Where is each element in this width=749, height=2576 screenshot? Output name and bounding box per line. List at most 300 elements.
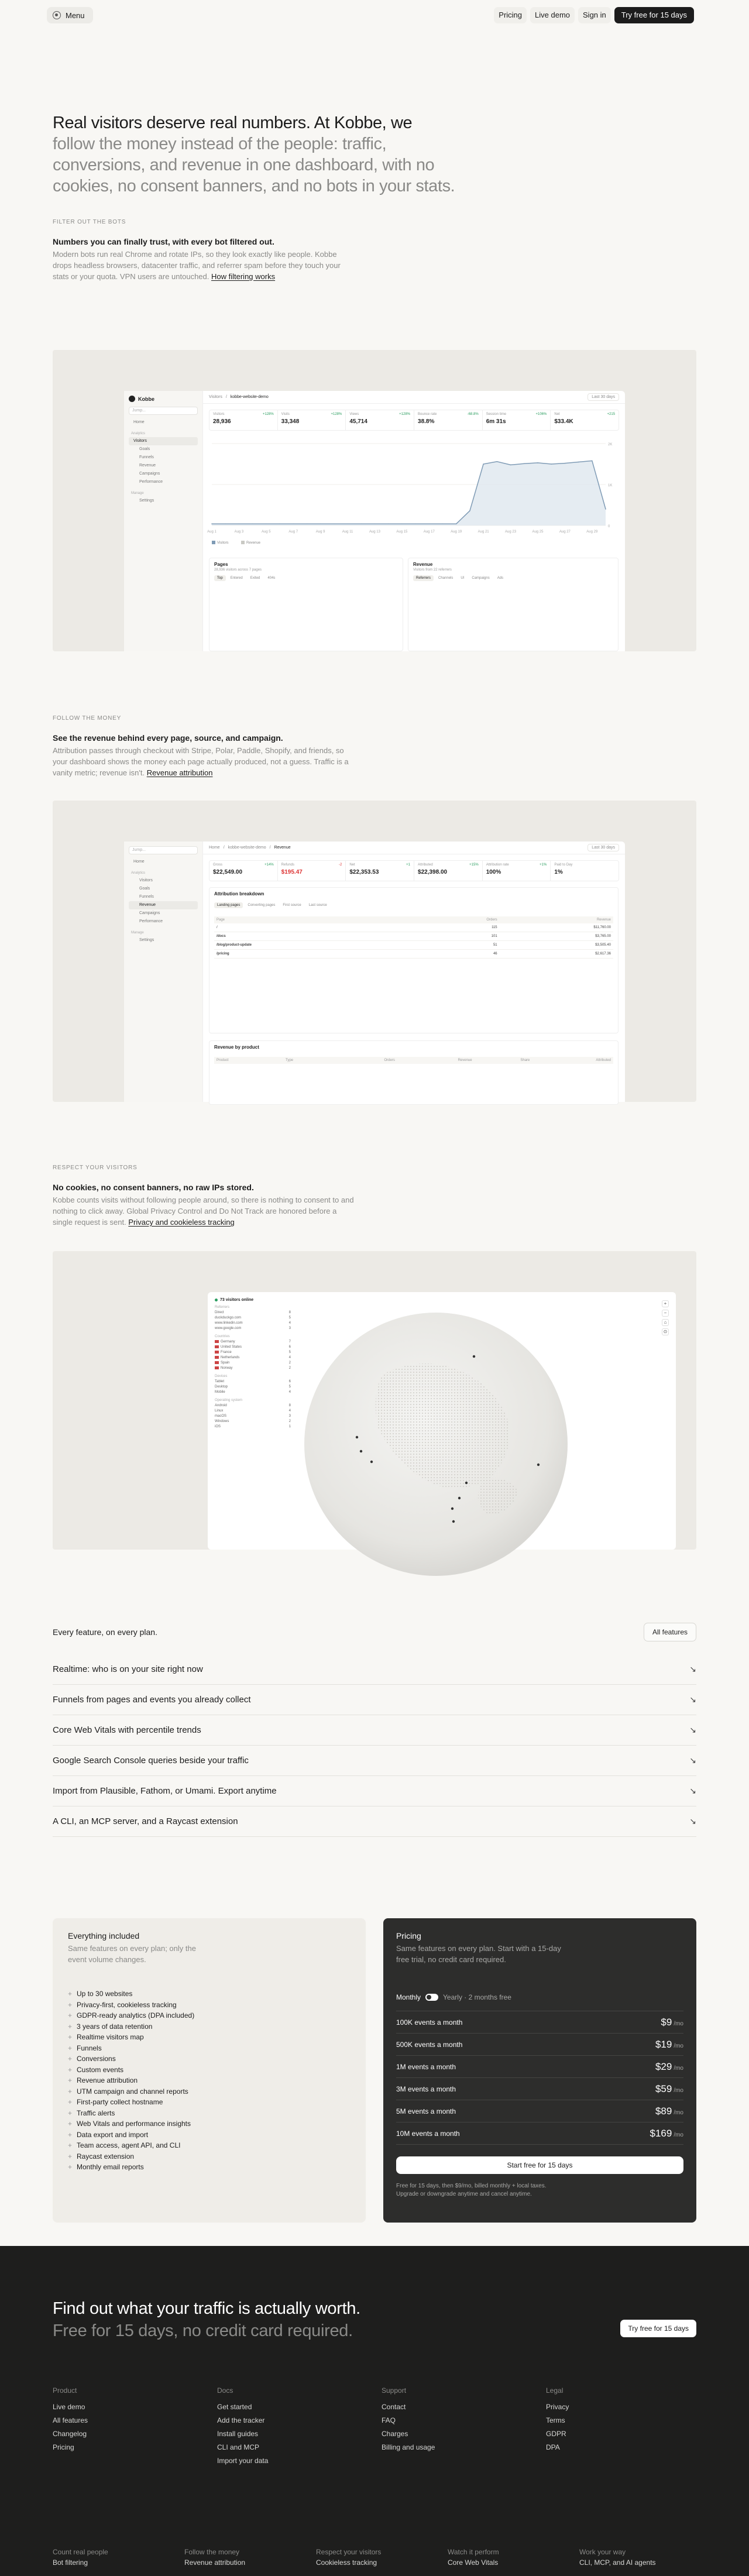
footer-col-heading: Support [382, 2386, 407, 2395]
kpi-views[interactable]: Views +128% 45,714 [346, 410, 414, 430]
list-item[interactable] [215, 1385, 291, 1390]
tab-exited[interactable]: Exited [250, 576, 260, 580]
sidebar-item-revenue[interactable]: Revenue [129, 901, 198, 909]
revenue-tabs [413, 575, 613, 581]
list-item-name: Windows [215, 1420, 229, 1423]
sidebar-item-goals[interactable]: Goals [139, 447, 150, 451]
kpi-gross[interactable]: Gross +14% $22,549.00 [209, 861, 278, 881]
footer-columns [53, 2386, 710, 2468]
data-point[interactable] [334, 523, 335, 524]
included-item: + Team access, agent API, and CLI [68, 2140, 351, 2151]
tier-period: /mo [674, 2020, 683, 2027]
menu-icon [53, 11, 61, 19]
footer-link[interactable]: Changelog [53, 2430, 87, 2438]
list-item[interactable] [215, 1339, 291, 1345]
footer-link[interactable]: Import your data [217, 2457, 269, 2465]
flag-icon [215, 1345, 219, 1348]
included-item: + Monthly email reports [68, 2162, 351, 2173]
nav-live-demo[interactable]: Live demo [530, 7, 575, 23]
included-item: + Custom events [68, 2065, 351, 2076]
data-point[interactable] [510, 465, 511, 466]
footer-headline-2: Free for 15 days, no credit card required. [53, 2321, 353, 2340]
footer-col-heading: Docs [217, 2386, 233, 2395]
sidebar-item-visitors[interactable]: Visitors [129, 437, 198, 445]
tier-price [655, 2106, 683, 2117]
footer-link[interactable]: Get started [217, 2403, 252, 2411]
list-item-label [215, 1385, 228, 1390]
data-point[interactable] [537, 462, 538, 463]
features-header [53, 1623, 696, 1641]
data-point[interactable] [565, 463, 566, 464]
sidebar-item-home[interactable]: Home [133, 420, 145, 424]
tier-period: /mo [674, 2087, 683, 2094]
feature-row-web-vitals[interactable]: Core Web Vitals with percentile trends ↘ [53, 1715, 696, 1746]
footer-link[interactable]: All features [53, 2416, 88, 2424]
list-item-name: iOS [215, 1425, 221, 1428]
dashboard-panel-visitors [53, 350, 696, 651]
dashboard-panel-revenue [53, 801, 696, 1102]
list-item-label [215, 1355, 239, 1361]
kpi-visits[interactable]: Visits +128% 33,348 [278, 410, 346, 430]
tab-referrers[interactable]: Referrers [413, 575, 434, 581]
devices-caption: Devices [215, 1375, 228, 1378]
kpi-attributed[interactable]: Attributed +15% $22,398.00 [414, 861, 483, 881]
list-item-name: Netherlands [221, 1356, 240, 1359]
data-point[interactable] [456, 523, 457, 524]
sidebar-item-goals[interactable]: Goals [139, 887, 150, 891]
footer-link[interactable]: CLI and MCP [217, 2443, 260, 2451]
pricing-tier[interactable] [396, 2122, 683, 2145]
tier-volume: 3M events a month [396, 2084, 456, 2093]
brand-name: Kobbe [138, 396, 154, 402]
kpi-visitors[interactable]: Visitors +128% 28,936 [209, 410, 278, 430]
list-item-label [215, 1403, 227, 1409]
table-row[interactable]: /docs 101 $3,765.00 [214, 932, 613, 941]
list-item-label [215, 1321, 243, 1326]
tab-ads[interactable]: Ads [497, 576, 504, 580]
list-item[interactable] [215, 1379, 291, 1385]
data-point[interactable] [211, 523, 212, 524]
list-item-name: Norway [221, 1366, 233, 1370]
referrers-caption: Referrers [215, 1306, 230, 1309]
kpi-net[interactable]: Net +215 $33.4K [554, 413, 616, 425]
footer-link[interactable]: Bot filtering [53, 2558, 88, 2567]
billing-toggle-row [396, 1993, 683, 2001]
list-item-name: United States [221, 1345, 242, 1349]
pricing-card [383, 1918, 696, 2223]
list-item-name: Mobile [215, 1390, 225, 1394]
feature-row-realtime[interactable]: Realtime: who is on your site right now ↘ [53, 1654, 696, 1685]
visitor-dot[interactable] [360, 1450, 362, 1452]
included-item: + 3 years of data retention [68, 2021, 351, 2032]
data-point[interactable] [401, 523, 403, 524]
included-title: Everything included [68, 1931, 140, 1940]
pricing-tier[interactable] [396, 2034, 683, 2056]
arrow-icon: ↘ [689, 1664, 696, 1674]
list-item-name: Android [215, 1404, 227, 1407]
kpi-bounce-rate[interactable]: Bounce rate -68.8% 38.8% [414, 410, 483, 430]
footer-col [53, 2386, 217, 2468]
list-item[interactable] [215, 1403, 291, 1409]
feature-row-search-console[interactable]: Google Search Console queries beside your traffic ↘ [53, 1746, 696, 1776]
list-item-label [215, 1361, 229, 1366]
revenue-card-title: Revenue [413, 562, 433, 567]
feature-row-funnels[interactable]: Funnels from pages and events you already collect ↘ [53, 1685, 696, 1715]
list-item-count: 4 [288, 1390, 291, 1394]
list-item-count: 4 [288, 1356, 291, 1359]
x-tick-label: Aug 13 [369, 530, 380, 534]
visitor-dot[interactable] [465, 1482, 468, 1484]
list-item-name: www.google.com [215, 1327, 242, 1330]
sidebar-item-visitors[interactable]: Visitors [139, 878, 153, 882]
breadcrumb-revenue[interactable]: Revenue [274, 846, 291, 850]
start-free-button[interactable]: Start free for 15 days [396, 2156, 683, 2174]
tab-top[interactable]: Top [214, 575, 226, 581]
data-point[interactable] [592, 461, 593, 462]
tab-landing-pages[interactable]: Landing pages [214, 902, 243, 908]
sidebar-item-funnels[interactable]: Funnels [139, 455, 154, 459]
footer-link[interactable]: DPA [546, 2443, 560, 2451]
visitor-dot[interactable] [451, 1507, 453, 1510]
legend-swatch [212, 541, 215, 544]
pricing-tier[interactable] [396, 2056, 683, 2078]
sidebar-item-settings[interactable]: Settings [139, 938, 154, 942]
list-item-label [215, 1414, 226, 1419]
footer-col [217, 2386, 382, 2468]
tier-period: /mo [674, 2042, 683, 2049]
pricing-tier[interactable] [396, 2011, 683, 2034]
privacy-cookieless-link[interactable]: Privacy and cookieless tracking [128, 1218, 235, 1227]
x-tick-label: Aug 5 [261, 530, 271, 534]
list-item-count: 2 [288, 1420, 291, 1423]
legend-label: Revenue [246, 541, 261, 545]
hero-line-2: follow the money instead of the people: traffic, conversions, and revenue in one dashboard, with no cookies, no consent banners, and no bots in your stats. [53, 135, 455, 195]
footer-link[interactable]: CLI, MCP, and AI agents [579, 2558, 656, 2567]
revenue-card-sub: Visitors from 22 referrers [413, 568, 452, 572]
arrow-icon: ↘ [689, 1816, 696, 1826]
list-item-name: Direct [215, 1311, 224, 1314]
list-item-count: 4 [288, 1409, 291, 1413]
data-point[interactable] [266, 523, 267, 524]
included-item: + Privacy-first, cookieless tracking [68, 2000, 351, 2011]
x-tick-label: Aug 3 [234, 530, 244, 534]
kpi-session-time[interactable]: Session time +106% 6m 31s [483, 410, 551, 430]
zoom-in-button[interactable]: + [662, 1300, 669, 1307]
tab-campaigns[interactable]: Campaigns [472, 576, 490, 580]
home-icon[interactable]: ⌂ [662, 1319, 669, 1326]
nav-sign-in[interactable]: Sign in [578, 7, 611, 23]
logo-icon [129, 396, 135, 402]
kpi-attribution-rate[interactable]: Attribution rate +1% 100% [483, 861, 551, 881]
sidebar-item-funnels[interactable]: Funnels [139, 895, 154, 899]
footer-link[interactable]: Live demo [53, 2403, 85, 2411]
footer-link[interactable]: Revenue attribution [184, 2558, 246, 2567]
pricing-sub: Same features on every plan. Start with a 15-day free trial, no credit card required. [396, 1944, 561, 1964]
kpi-net[interactable]: Net +1 $22,353.53 [346, 861, 414, 881]
footer-link[interactable]: FAQ [382, 2416, 396, 2424]
list-item-label [215, 1409, 223, 1414]
footer-headline-1: Find out what your traffic is actually worth. [53, 2299, 360, 2318]
tier-period: /mo [674, 2131, 683, 2138]
data-point[interactable] [483, 463, 484, 465]
x-tick-label: Aug 1 [207, 530, 217, 534]
data-point[interactable] [320, 523, 321, 524]
list-item[interactable] [215, 1310, 291, 1316]
sidebar-item-revenue[interactable]: Revenue [139, 463, 156, 468]
breadcrumb-visitors[interactable]: Visitors [209, 395, 222, 399]
footer-link[interactable]: Billing and usage [382, 2443, 435, 2451]
included-item: + GDPR-ready analytics (DPA included) [68, 2010, 351, 2021]
data-point[interactable] [307, 523, 308, 524]
data-point[interactable] [429, 523, 430, 524]
list-item[interactable] [215, 1316, 291, 1321]
footer-link[interactable]: Privacy [546, 2403, 569, 2411]
flag-icon [215, 1340, 219, 1343]
data-point[interactable] [225, 523, 226, 524]
footer-link[interactable]: Add the tracker [217, 2416, 265, 2424]
table-row[interactable]: /pricing 46 $2,617.36 [214, 950, 613, 959]
pricing-tiers [396, 2011, 683, 2145]
sidebar-item-settings[interactable]: Settings [139, 499, 154, 503]
footer-bottom-col [316, 2548, 448, 2570]
sidebar-item-campaigns[interactable]: Campaigns [139, 472, 160, 476]
list-item[interactable] [215, 1366, 291, 1371]
nav-pricing[interactable]: Pricing [494, 7, 527, 23]
visitor-dot[interactable] [356, 1436, 358, 1438]
visitor-dot[interactable] [458, 1497, 461, 1499]
tab-converting-pages[interactable]: Converting pages [248, 904, 276, 907]
list-item-name: Tablet [215, 1380, 225, 1383]
tab-last-source[interactable]: Last source [308, 904, 327, 907]
list-item-name: Germany [221, 1340, 235, 1344]
footer-link[interactable]: Pricing [53, 2443, 74, 2451]
tab-ui[interactable]: UI [461, 576, 465, 580]
footer-col [382, 2386, 546, 2468]
data-point[interactable] [239, 523, 240, 524]
data-point[interactable] [524, 463, 525, 465]
data-point[interactable] [415, 523, 416, 524]
data-point[interactable] [605, 509, 606, 510]
tier-volume: 1M events a month [396, 2062, 456, 2071]
revenue-kpi-strip [209, 860, 619, 881]
arrow-icon: ↘ [689, 1756, 696, 1765]
list-item[interactable] [215, 1326, 291, 1331]
dashboard-revenue [124, 842, 625, 1102]
list-item-name: Desktop [215, 1385, 228, 1389]
table-row[interactable]: /blog/product-update 51 $3,505.40 [214, 941, 613, 950]
footer-col-heading: Legal [546, 2386, 564, 2395]
x-tick-label: Aug 7 [288, 530, 298, 534]
sidebar [124, 842, 203, 1102]
feature-row-import[interactable]: Import from Plausible, Fathom, or Umami. Export anytime ↘ [53, 1776, 696, 1806]
list-item-label [215, 1424, 221, 1430]
tier-period: /mo [674, 2065, 683, 2072]
kpi-refunds[interactable]: Refunds -2 $195.47 [278, 861, 346, 881]
pages-tabs [214, 575, 398, 581]
visitors-online: 73 visitors online [215, 1298, 291, 1302]
table-row[interactable]: / 115 $11,760.00 [214, 923, 613, 932]
footer-bottom-col [53, 2548, 184, 2570]
visitor-dot[interactable] [452, 1520, 455, 1523]
list-item-count: 4 [288, 1321, 291, 1325]
everything-included-card [53, 1918, 366, 2223]
data-point[interactable] [497, 461, 498, 462]
breadcrumb-home[interactable]: Home [209, 846, 220, 850]
arrow-icon: ↘ [689, 1695, 696, 1704]
series-area-visitors [212, 461, 606, 525]
date-range-select[interactable]: Last 30 days [587, 393, 619, 401]
tier-price [655, 2083, 683, 2095]
footer-link[interactable]: Install guides [217, 2430, 259, 2438]
tier-amount: $59 [655, 2083, 672, 2094]
revenue-by-product-title: Revenue by product [214, 1045, 259, 1050]
sidebar-group-analytics: Analytics [131, 871, 146, 875]
list-item[interactable] [215, 1321, 291, 1326]
kpi-paid-to-day[interactable]: Paid to Day 1% [554, 863, 573, 875]
sidebar-group-manage: Manage [131, 492, 144, 495]
section-title: See the revenue behind every page, source, and campaign. [53, 733, 283, 743]
list-item-count: 3 [288, 1414, 291, 1418]
section-kicker: FILTER OUT THE BOTS [53, 219, 126, 225]
section-body [53, 745, 357, 778]
data-point[interactable] [252, 523, 253, 524]
footer-bottom-col [184, 2548, 316, 2570]
footer-link[interactable]: Cookieless tracking [316, 2558, 377, 2567]
monthly-label: Monthly [396, 1993, 421, 2001]
globe-visual[interactable] [296, 1304, 588, 1555]
list-item[interactable] [215, 1390, 291, 1395]
tier-amount: $169 [650, 2127, 672, 2139]
revenue-card [408, 558, 619, 651]
sidebar-search[interactable]: Jump... [129, 846, 198, 854]
breakdown-tabs [214, 902, 613, 908]
x-tick-label: Aug 27 [559, 530, 571, 534]
list-item[interactable] [215, 1361, 291, 1366]
data-point[interactable] [279, 523, 280, 524]
arrow-icon: ↘ [689, 1725, 696, 1734]
tier-amount: $19 [655, 2038, 672, 2050]
visitor-dot[interactable] [370, 1461, 373, 1463]
pricing-tier[interactable] [396, 2078, 683, 2100]
list-item-label [215, 1379, 224, 1385]
arrow-icon: ↘ [689, 1786, 696, 1795]
date-range-select[interactable]: Last 30 days [587, 844, 619, 851]
x-tick-label: Aug 11 [342, 530, 353, 534]
flag-icon [215, 1361, 219, 1364]
footer-link[interactable]: Charges [382, 2430, 408, 2438]
data-point[interactable] [347, 523, 348, 524]
tab-entered[interactable]: Entered [230, 576, 243, 580]
list-item[interactable] [215, 1350, 291, 1355]
tab-channels[interactable]: Channels [438, 576, 453, 580]
sidebar-item-campaigns[interactable]: Campaigns [139, 911, 160, 915]
list-item[interactable] [215, 1345, 291, 1350]
visitors-area-chart [209, 438, 619, 549]
sidebar-item-home[interactable]: Home [133, 860, 145, 864]
footer-try-free-button[interactable]: Try free for 15 days [620, 2320, 696, 2337]
data-point[interactable] [578, 462, 579, 463]
menu-label: Menu [66, 11, 85, 20]
x-tick-label: Aug 21 [477, 530, 489, 534]
tier-amount: $89 [655, 2105, 672, 2117]
devices-list [215, 1379, 291, 1395]
list-item[interactable] [215, 1409, 291, 1414]
sidebar-item-performance[interactable]: Performance [139, 480, 163, 484]
nav-try-free-button[interactable]: Try free for 15 days [614, 7, 694, 23]
all-features-button[interactable]: All features [644, 1623, 696, 1641]
billing-toggle[interactable] [425, 1994, 438, 2001]
tab-404s[interactable]: 404s [267, 576, 276, 580]
data-point[interactable] [374, 523, 376, 524]
list-item-count: 1 [288, 1425, 291, 1428]
feature-row-cli[interactable]: A CLI, an MCP server, and a Raycast extension ↘ [53, 1806, 696, 1837]
revenue-by-product-card [209, 1040, 619, 1105]
footer-link[interactable]: Contact [382, 2403, 406, 2411]
locate-icon[interactable]: ⊙ [662, 1328, 669, 1335]
data-point[interactable] [293, 523, 294, 524]
footer-link[interactable]: Terms [546, 2416, 565, 2424]
y-tick-label: 1K [608, 484, 613, 487]
visitor-dot[interactable] [537, 1464, 540, 1466]
tier-price [661, 2017, 683, 2028]
footer-headline [53, 2297, 360, 2342]
x-tick-label: Aug 19 [451, 530, 462, 534]
data-point[interactable] [360, 523, 362, 524]
data-point[interactable] [442, 523, 444, 524]
tier-price [655, 2061, 683, 2073]
list-item[interactable] [215, 1355, 291, 1361]
visitor-dot[interactable] [473, 1355, 475, 1358]
os-list [215, 1403, 291, 1430]
data-point[interactable] [388, 523, 389, 524]
breadcrumb-site[interactable]: kobbe-website-demo [228, 846, 266, 850]
list-item-count: 3 [288, 1327, 291, 1330]
list-item-count: 5 [288, 1316, 291, 1320]
list-item-name: www.linkedin.com [215, 1321, 243, 1325]
section-kicker: RESPECT YOUR VISITORS [53, 1165, 138, 1171]
legend-label: Visitors [217, 541, 229, 545]
list-item[interactable] [215, 1419, 291, 1424]
revenue-attribution-link[interactable]: Revenue attribution [146, 768, 213, 777]
tier-volume: 100K events a month [396, 2018, 463, 2027]
footer-link[interactable]: GDPR [546, 2430, 566, 2438]
pricing-title: Pricing [396, 1931, 421, 1940]
included-item: + UTM campaign and channel reports [68, 2086, 351, 2097]
list-item[interactable] [215, 1414, 291, 1419]
topbar: Home / kobbe-website-demo / Revenue Last 30 days [203, 842, 625, 854]
breadcrumb-site[interactable]: kobbe-website-demo [230, 395, 269, 399]
sidebar-search[interactable]: Jump... [129, 407, 198, 415]
pages-card [209, 558, 403, 651]
list-item-name: macOS [215, 1414, 227, 1418]
footer-col-heading: Respect your visitors [316, 2548, 382, 2556]
footer-link[interactable]: Core Web Vitals [448, 2558, 499, 2567]
data-point[interactable] [469, 510, 470, 511]
included-item: + Traffic alerts [68, 2108, 351, 2119]
x-tick-label: Aug 17 [423, 530, 435, 534]
pricing-tier[interactable] [396, 2100, 683, 2122]
how-filtering-works-link[interactable]: How filtering works [211, 272, 276, 281]
tier-period: /mo [674, 2109, 683, 2116]
tab-first-source[interactable]: First source [283, 904, 301, 907]
sidebar-item-performance[interactable]: Performance [139, 919, 163, 923]
data-point[interactable] [551, 463, 552, 465]
list-item[interactable] [215, 1424, 291, 1430]
zoom-out-button[interactable]: − [662, 1310, 669, 1317]
menu-button[interactable] [47, 7, 93, 23]
countries-caption: Countries [215, 1335, 230, 1338]
footer [0, 2246, 749, 2576]
